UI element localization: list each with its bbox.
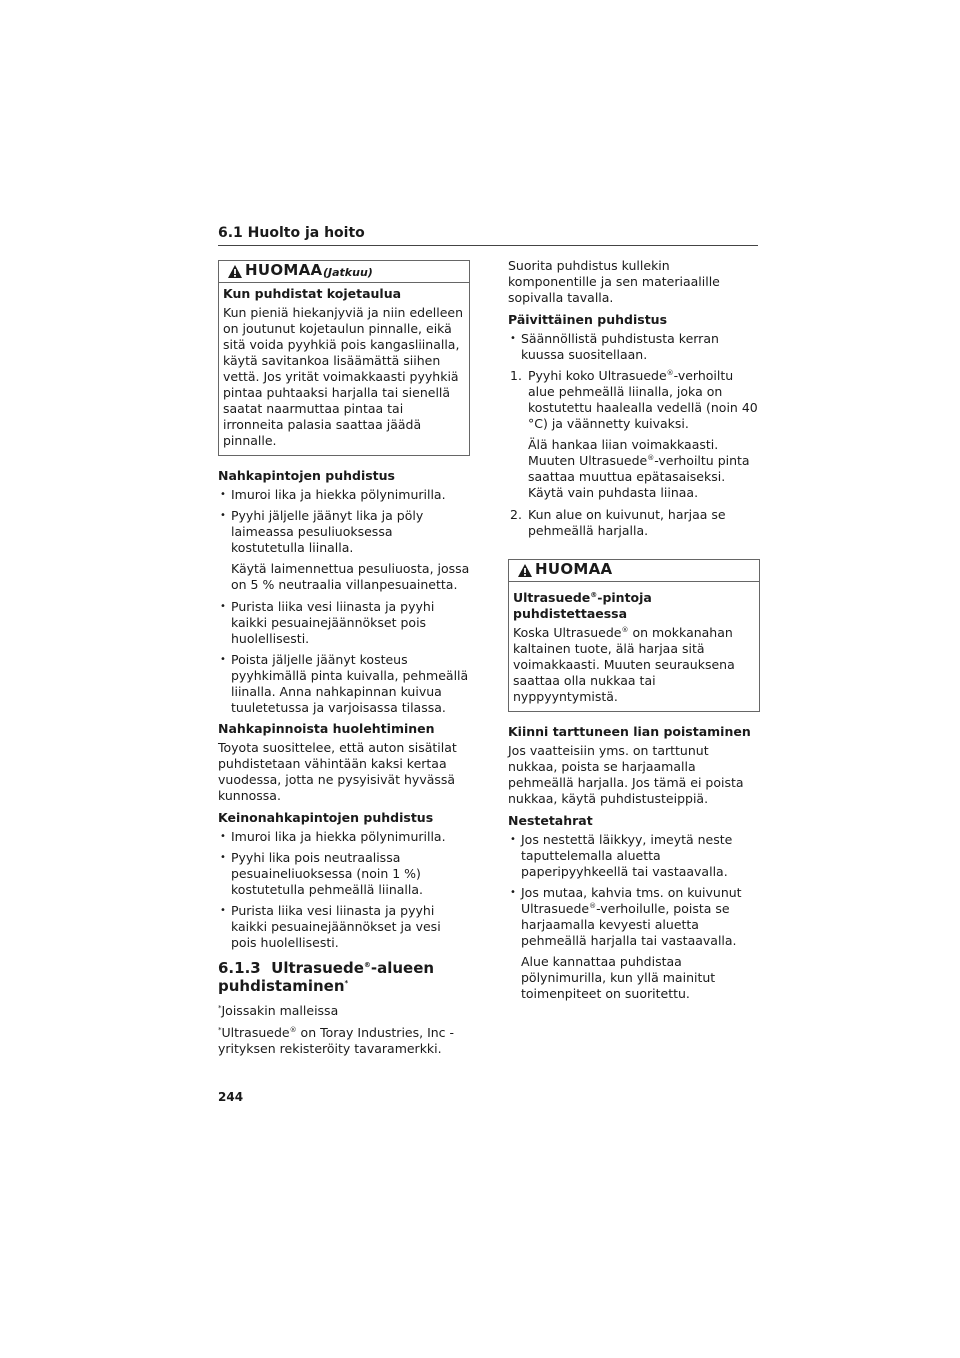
list-item: • Purista liika vesi liinasta ja pyyhi kaikki pesuainejäännökset pois huolellisesti. [218,599,470,647]
numbered-step-note: Älä hankaa liian voimakkaasti. Muuten Ultrasuede®-verhoiltu pinta saattaa muuttua epätasaiseksi. Käytä vain puhdasta liinaa. [528,437,750,500]
notice-heading: Kun puhdistat kojetaulua [223,286,402,301]
notice-title: HUOMAA [245,261,323,279]
numbered-step: 2. Kun alue on kuivunut, harjaa se pehmeällä harjalla. [510,507,726,538]
list-item: • Poista jäljelle jäänyt kosteus pyyhkimällä pinta kuivalla, pehmeällä liinalla. Anna nahkapinnan kuivua tuuletetussa ja varjoisassa tilassa. [218,652,470,716]
section-heading: 6.1.3 Ultrasuede®-alueen puhdistaminen* [218,959,435,995]
footnote: *Ultrasuede® on Toray Industries, Inc -yrityksen rekisteröity tavaramerkki. [218,1025,455,1056]
subheading-liquid: Nestetahrat [508,813,593,828]
warning-icon [227,264,243,279]
notice-text: Kun pieniä hiekanjyviä ja niin edelleen on joutunut kojetaulun pinnalle, eikä sitä voida pyyhkiä pois kangasliinalla, käytä savitankoa lisäämättä siihen vettä. Jos yrität voimakkaasti pyyhkiä pintaa puhtaaksi harjalla tai sienellä saatat naarmuttaa pintaa tai irronneita palasia saattaa jäädä pinnalle. [223,305,464,448]
list-item-note: Alue kannattaa puhdistaa pölynimurilla, kun yllä mainitut toimenpiteet on suoritettu. [521,954,716,1001]
list-item: • Imuroi lika ja hiekka pölynimurilla. [218,487,470,503]
notice-heading: Ultrasuede®-pintoja puhdistettaessa [513,590,652,621]
list-item: • Imuroi lika ja hiekka pölynimurilla. [218,829,470,845]
list-item: • Jos nestettä läikkyy, imeytä neste taputtelemalla aluetta paperipyyhkeellä tai vastaavalla. [508,832,760,880]
notice-title: HUOMAA [535,560,613,578]
numbered-step: 1. Pyyhi koko Ultrasuede®-verhoiltu alue pehmeällä liinalla, joka on kostutettu haalealla vedellä (noin 40 °C) ja väännetty kuivaksi. [510,368,758,431]
subheading-daily: Päivittäinen puhdistus [508,312,668,327]
list-item: • Pyyhi lika pois neutraalissa pesuaineliuoksessa (noin 1 %) kostutetulla pehmeällä liinalla. [218,850,470,898]
subheading-lint: Kiinni tarttuneen lian poistaminen [508,724,751,739]
left-column [218,260,470,1063]
footnote: *Joissakin malleissa [218,1003,339,1018]
notice-continued-label: (Jatkuu) [323,266,373,279]
notice-box-continued [218,260,470,456]
subheading-synthetic: Keinonahkapintojen puhdistus [218,810,434,825]
notice-text: Koska Ultrasuede® on mokkanahan kaltainen tuote, älä harjaa sitä voimakkaasti. Muuten seurauksena saattaa olla nukkaa tai nyppyyntymistä. [513,625,735,704]
subheading-care: Nahkapinnoista huolehtiminen [218,721,435,736]
notice-title-bar [219,261,469,283]
paragraph: Suorita puhdistus kullekin komponentille ja sen materiaalille sopivalla tavalla. [508,258,720,305]
list-item: • Pyyhi jäljelle jäänyt lika ja pöly laimeassa pesuliuoksessa kostutetulla liinalla. [218,508,470,556]
paragraph: Jos vaatteisiin yms. on tarttunut nukkaa, poista se harjaamalla pehmeällä harjalla. Jos tämä ei poista nukkaa, käytä puhdistusteippiä. [508,743,744,806]
section-header-title: 6.1 Huolto ja hoito [218,225,365,241]
notice-title-bar [509,560,759,582]
running-header [218,224,758,246]
list-item: • Säännöllistä puhdistusta kerran kuussa suositellaan. [508,331,760,363]
list-item: • Jos mutaa, kahvia tms. on kuivunut Ultrasuede®-verhoilulle, poista se harjaamalla kevyesti aluetta pehmeällä harjalla tai vastaavalla. [508,885,760,949]
warning-icon [517,563,533,578]
list-item-note: Käytä laimennettua pesuliuosta, jossa on 5 % neutraalia villanpesuainetta. [231,561,470,592]
list-item: • Purista liika vesi liinasta ja pyyhi kaikki pesuainejäännökset ja vesi pois huolellisesti. [218,903,470,951]
paragraph: Toyota suosittelee, että auton sisätilat puhdistetaan vähintään kaksi kertaa vuodessa, jotta ne pysyisivät hyvässä kunnossa. [218,740,457,803]
notice-body [509,582,759,711]
notice-body [219,283,469,455]
right-column [508,258,760,1008]
subheading-leather: Nahkapintojen puhdistus [218,468,395,483]
notice-box [508,559,760,712]
page-number: 244 [218,1090,244,1104]
